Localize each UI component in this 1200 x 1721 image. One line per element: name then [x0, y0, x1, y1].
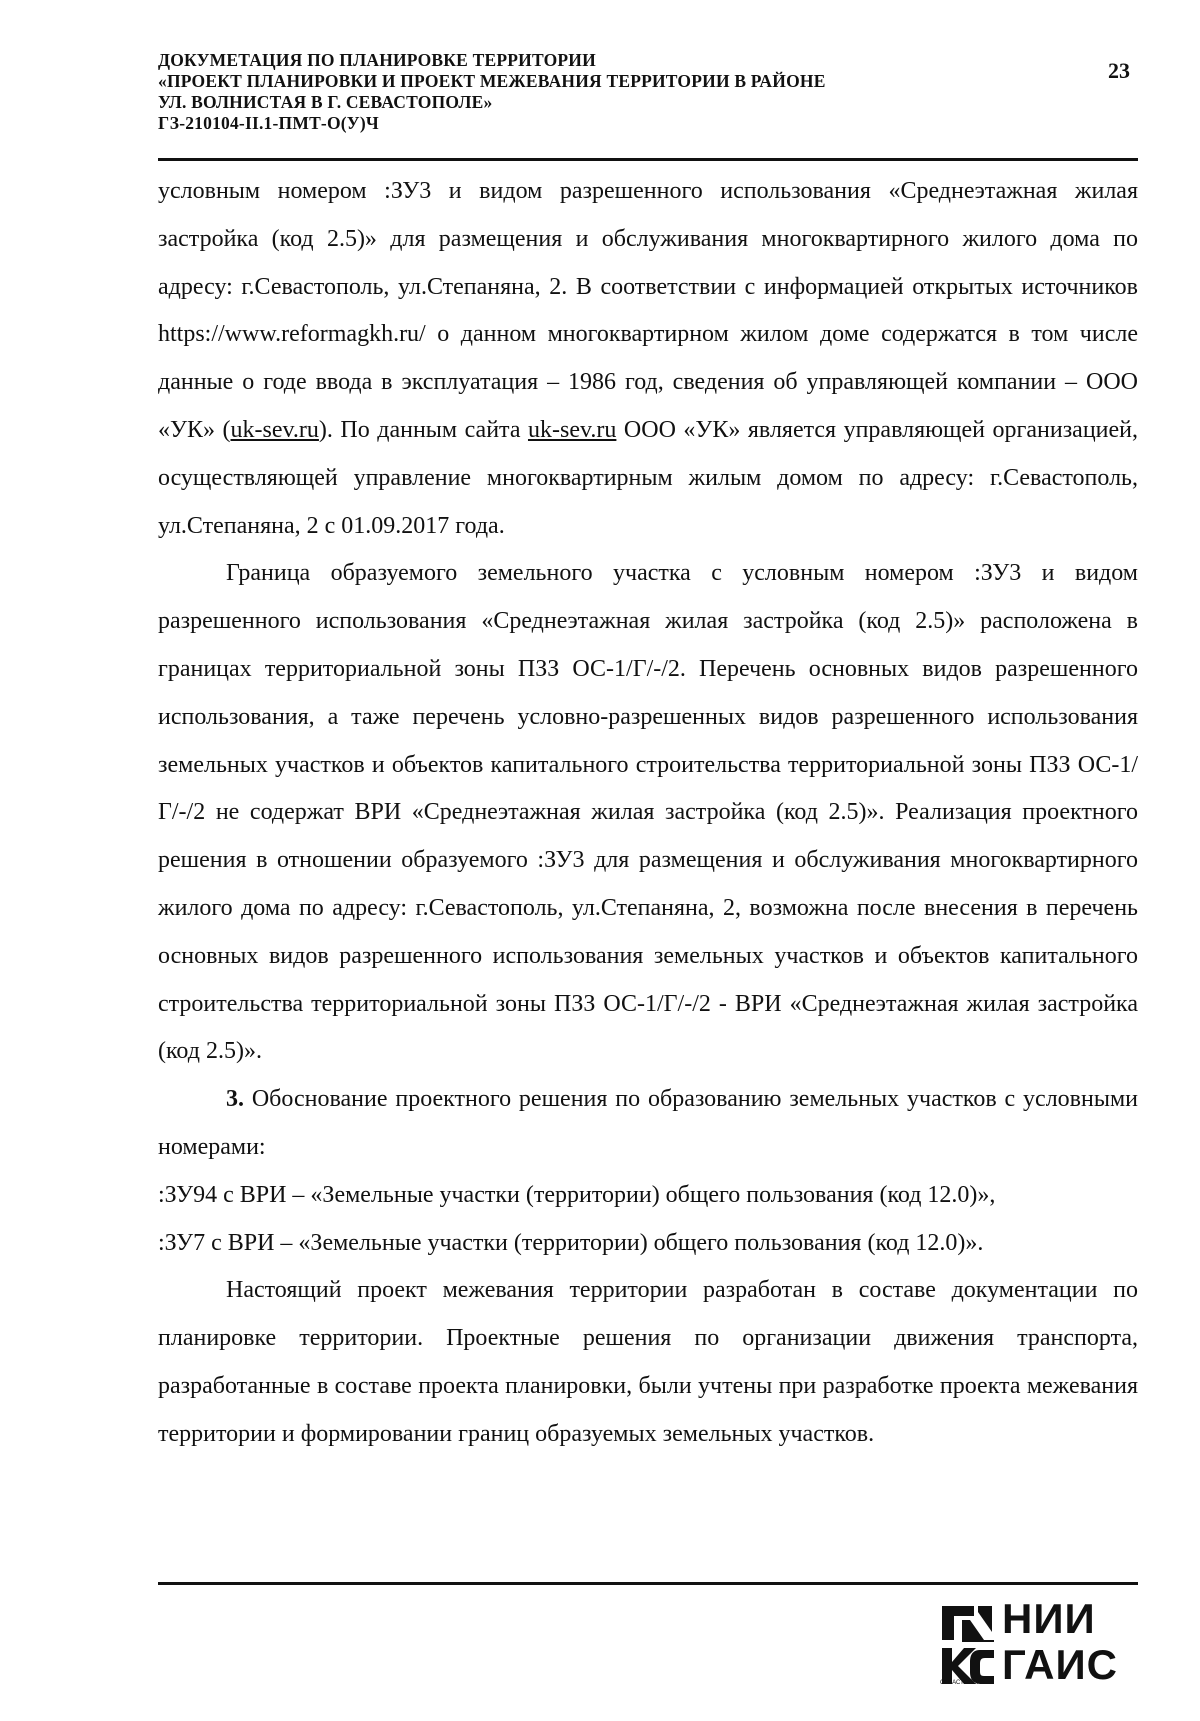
paragraph-1-text-c: ООО «УК» является управляющей организацией, осуществляющей управление многоквартирным жилым домом по адресу: г.Севастополь, ул.Степаняна, 2 с 01.09.2017 года. [158, 416, 1139, 539]
logo-text-nii: НИИ [1002, 1595, 1096, 1642]
paragraph-1-text-a: условным номером :ЗУ3 и видом разрешенного использования «Среднеэтажная жилая застройка (код 2.5)» для размещения и обслуживания многоквартирного жилого дома по адресу: г.Севастополь, ул.Степаняна, 2. В соответствии с информацией открытых источников https://www.reformagkh.ru/ о данном многоквартирном жилом доме содержатся в том числе данные о годе ввода в эксплуатация – 1986 год, сведения об управляющей компании – ООО «УК» ( [158, 178, 1138, 443]
paragraph-1 [158, 168, 1138, 550]
parcel-zu94: :ЗУ94 с ВРИ – «Земельные участки (территории) общего пользования (код 12.0)», [158, 1181, 996, 1208]
header-title [158, 50, 1138, 134]
gais-emblem-icon [940, 1602, 996, 1686]
link-uk-sev-2[interactable]: uk-sev.ru [527, 416, 617, 443]
nii-gais-logo [940, 1596, 1140, 1692]
logo-text-gais: ГАИС [1002, 1641, 1119, 1688]
header-line-1: ДОКУМЕТАЦИЯ ПО ПЛАНИРОВКЕ ТЕРРИТОРИИ [158, 50, 596, 70]
document-header [158, 50, 1138, 134]
paragraph-2: Граница образуемого земельного участка с условным номером :ЗУ3 и видом разрешенного использования «Среднеэтажная жилая застройка (код 2.5)» расположена в границах территориальной зоны ПЗЗ ОС-1/Г/-/2. Перечень основных видов разрешенного использования, а таже перечень условно-разрешенных видов разрешенного использования земельных участков и объектов капитального строительства территориальной зоны ПЗЗ ОС-1/Г/-/2 не содержат ВРИ «Среднеэтажная жилая застройка (код 2.5)». Реализация проектного решения в отношении образуемого :ЗУ3 для размещения и обслуживания многоквартирного жилого дома по адресу: г.Севастополь, ул.Степаняна, 2, возможна после внесения в перечень основных видов разрешенного использования земельных участков и объектов капитального строительства территориальной зоны ПЗЗ ОС-1/Г/-/2 - ВРИ «Среднеэтажная жилая застройка (код 2.5)». [158, 560, 1138, 1065]
logo-city-label: СЕВАСТОПОЛЬ [940, 1680, 985, 1686]
parcel-zu7: :ЗУ7 с ВРИ – «Земельные участки (территории) общего пользования (код 12.0)». [158, 1229, 984, 1256]
header-line-3: УЛ. ВОЛНИСТАЯ В Г. СЕВАСТОПОЛЕ» [158, 92, 493, 112]
link-uk-sev-1[interactable]: uk-sev.ru [230, 416, 319, 443]
section-3-text: Обоснование проектного решения по образованию земельных участков с условными номерами: [158, 1086, 1138, 1160]
header-document-code: ГЗ-210104-II.1-ПМТ-О(У)Ч [158, 113, 379, 133]
header-line-2: «ПРОЕКТ ПЛАНИРОВКИ И ПРОЕКТ МЕЖЕВАНИЯ ТЕРРИТОРИИ В РАЙОНЕ [158, 71, 826, 91]
paragraph-1-text-b: ). По данным сайта [318, 416, 528, 443]
page-number: 23 [1108, 58, 1130, 83]
section-number: 3. [226, 1086, 244, 1113]
paragraph-6: Настоящий проект межевания территории разработан в составе документации по планировке территории. Проектные решения по организации движения транспорта, разработанные в составе проекта планировки, были учтены при разработке проекта межевания территории и формировании границ образуемых земельных участков. [158, 1277, 1138, 1447]
document-body [158, 168, 1138, 1459]
header-divider [158, 158, 1138, 161]
section-3-heading [158, 1076, 1138, 1172]
footer-divider [158, 1582, 1138, 1585]
